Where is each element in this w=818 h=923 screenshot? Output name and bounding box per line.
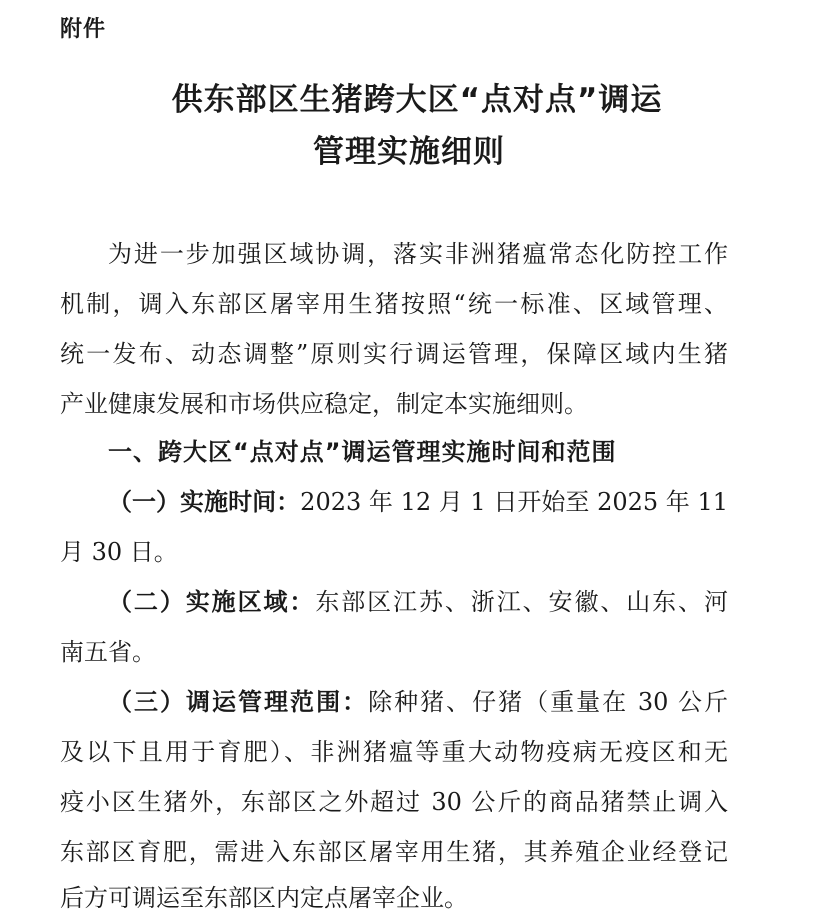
- item-2-line-2: 南五省。: [60, 638, 156, 666]
- intro-line-2: 机制，调入东部区屠宰用生猪按照“统一标准、区域管理、: [60, 290, 728, 318]
- item-1-line-2: 月 30 日。: [60, 538, 178, 566]
- item-3-label: （三）调运管理范围：: [108, 688, 369, 716]
- section-1-heading: 一、跨大区“点对点”调运管理实施时间和范围: [108, 438, 617, 466]
- document-title-line-1: 供东部区生猪跨大区“点对点”调运: [171, 82, 663, 118]
- intro-line-3: 统一发布、动态调整”原则实行调运管理，保障区域内生猪: [60, 340, 728, 368]
- item-2-label: （二）实施区域：: [108, 588, 316, 616]
- item-3-text: 除种猪、仔猪（重量在 30 公斤: [368, 688, 728, 716]
- attachment-label: 附件: [60, 17, 107, 42]
- item-2-line-1: [108, 584, 728, 620]
- item-3-line-2: 及以下且用于育肥）、非洲猪瘟等重大动物疫病无疫区和无: [60, 738, 728, 766]
- item-2-text: 东部区江苏、浙江、安徽、山东、河: [315, 588, 728, 616]
- item-1-line-1: [108, 484, 728, 520]
- document-title-line-2: 管理实施细则: [313, 134, 505, 170]
- item-3-line-3: 疫小区生猪外，东部区之外超过 30 公斤的商品猪禁止调入: [60, 788, 728, 816]
- item-3-line-1: [108, 684, 728, 720]
- intro-line-1: 为进一步加强区域协调，落实非洲猪瘟常态化防控工作: [108, 240, 728, 268]
- item-1-text: 2023 年 12 月 1 日开始至 2025 年 11: [300, 488, 728, 516]
- item-1-label: （一）实施时间：: [108, 488, 301, 516]
- intro-line-4: 产业健康发展和市场供应稳定，制定本实施细则。: [60, 390, 588, 418]
- item-3-line-5: 后方可调运至东部区内定点屠宰企业。: [60, 884, 468, 912]
- item-3-line-4: 东部区育肥，需进入东部区屠宰用生猪，其养殖企业经登记: [60, 838, 728, 866]
